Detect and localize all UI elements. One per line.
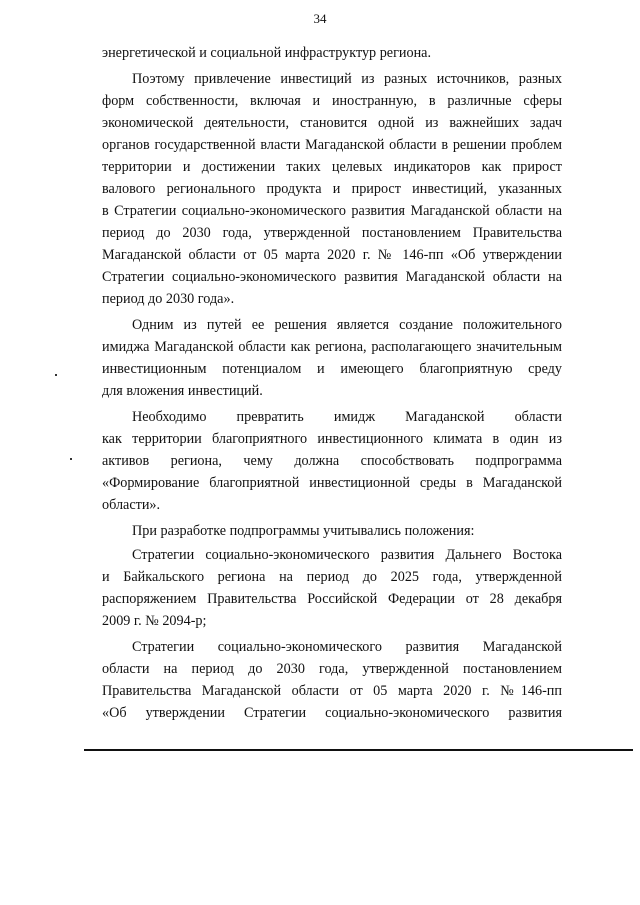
text-line: Правительства Магаданской области от 05 марта 2020 г. №146-пп xyxy=(102,683,562,699)
text-line: энергетической и социальной инфраструктур региона. xyxy=(102,45,432,61)
text-line: валового регионального продукта и прирост инвестиций, указанных xyxy=(102,181,562,197)
text-line: Магаданской области от 05 марта 2020 г. № 146-пп «Об утверждении xyxy=(102,247,562,263)
page-bottom-rule xyxy=(84,749,633,751)
text-line: области на период до 2030 года, утвержденной постановлением xyxy=(102,661,562,677)
text-line: Стратегии социально-экономического развития Дальнего Востока xyxy=(132,547,562,563)
text-line: «Об утверждении Стратегии социально-экономического развития xyxy=(102,705,562,721)
text-line: Поэтому привлечение инвестиций из разных источников, разных xyxy=(132,71,562,87)
text-line: «Формирование благоприятной инвестиционной среды в Магаданской xyxy=(102,475,562,491)
text-line: форм собственности, включая и иностранную, в различные сферы xyxy=(102,93,562,109)
text-line: активов региона, чему должна способствовать подпрограмма xyxy=(102,453,562,469)
text-line: Одним из путей ее решения является создание положительного xyxy=(132,317,562,333)
text-line: в Стратегии социально-экономического развития Магаданской области на xyxy=(102,203,562,219)
text-line: При разработке подпрограммы учитывались положения: xyxy=(132,523,475,539)
text-line: территории и достижении таких целевых индикаторов как прирост xyxy=(102,159,562,175)
text-line: Стратегии социально-экономического развития Магаданской области на xyxy=(102,269,562,285)
text-line: Стратегии социально-экономического развития Магаданской xyxy=(132,639,562,655)
text-line: экономической деятельности, становится одной из важнейших задач xyxy=(102,115,562,131)
text-line: имиджа Магаданской области как региона, располагающего значительным xyxy=(102,339,562,355)
text-line: период до 2030 года, утвержденной постановлением Правительства xyxy=(102,225,562,241)
text-line: 2009 г. № 2094-р; xyxy=(102,613,207,629)
text-line: как территории благоприятного инвестиционного климата в один из xyxy=(102,431,562,447)
scan-speck xyxy=(70,458,72,460)
text-line: Необходимо превратить имидж Магаданской области xyxy=(132,409,562,425)
text-line: распоряжением Правительства Российской Федерации от 28 декабря xyxy=(102,591,562,607)
text-line: и Байкальского региона на период до 2025 года, утвержденной xyxy=(102,569,562,585)
text-line: органов государственной власти Магаданской области в решении проблем xyxy=(102,137,562,153)
text-line: период до 2030 года». xyxy=(102,291,235,307)
text-line: области». xyxy=(102,497,161,513)
page-number: 34 xyxy=(313,11,327,26)
scan-speck xyxy=(55,374,57,376)
text-line: для вложения инвестиций. xyxy=(102,383,263,399)
text-line: инвестиционным потенциалом и имеющего благоприятную среду xyxy=(102,361,562,377)
